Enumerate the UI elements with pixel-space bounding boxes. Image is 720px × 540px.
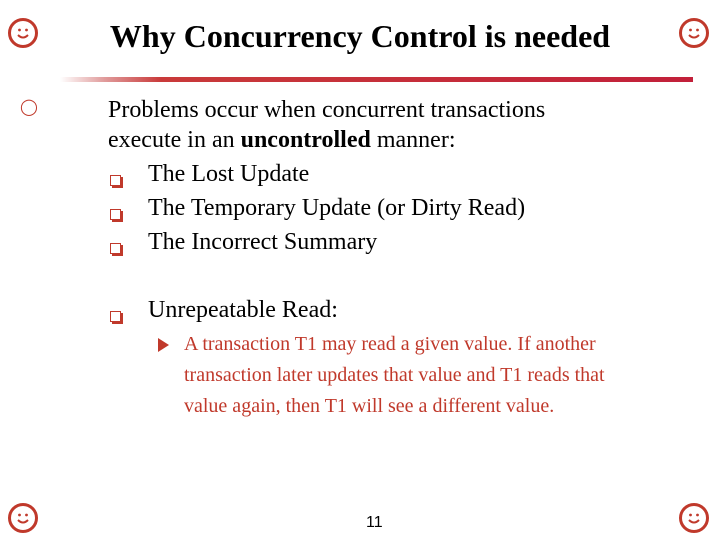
problem-item: The Lost Update bbox=[148, 161, 310, 187]
corner-decoration-icon bbox=[8, 18, 38, 48]
square-bullet-icon bbox=[110, 243, 121, 254]
corner-decoration-icon bbox=[8, 503, 38, 533]
problem-item: The Temporary Update (or Dirty Read) bbox=[148, 195, 526, 221]
corner-decoration-icon bbox=[679, 18, 709, 48]
corner-decoration-icon bbox=[679, 503, 709, 533]
explanation-line: value again, then T1 will see a different value. bbox=[184, 395, 555, 417]
page-number: 11 bbox=[366, 514, 383, 531]
explanation-line: transaction later updates that value and T1 reads that bbox=[184, 364, 605, 386]
explanation-line: A transaction T1 may read a given value. If another bbox=[184, 333, 596, 355]
problem-item: The Incorrect Summary bbox=[148, 229, 378, 255]
emphasis-uncontrolled: uncontrolled bbox=[240, 127, 371, 153]
title-underline bbox=[60, 77, 693, 82]
square-bullet-icon bbox=[110, 311, 121, 322]
slide-title: Why Concurrency Control is needed bbox=[109, 18, 611, 54]
main-bullet-line-2: execute in an uncontrolled manner: bbox=[108, 127, 456, 153]
square-bullet-icon bbox=[110, 209, 121, 220]
main-bullet-line-1: Problems occur when concurrent transactions bbox=[108, 97, 546, 123]
unrepeatable-read-label: Unrepeatable Read: bbox=[148, 297, 338, 323]
square-bullet-icon bbox=[110, 175, 121, 186]
circle-bullet-icon: ◯ bbox=[20, 97, 38, 116]
arrow-bullet-icon bbox=[158, 338, 169, 352]
